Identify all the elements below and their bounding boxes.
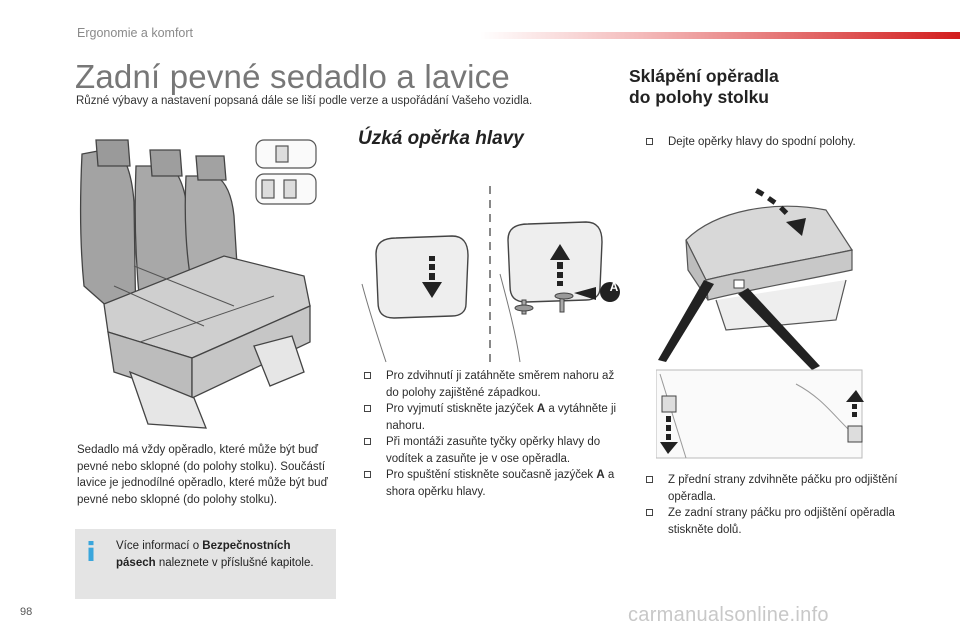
page-title: Zadní pevné sedadlo a lavice (75, 58, 510, 95)
info-icon (86, 540, 96, 562)
list-item (362, 467, 624, 500)
headrest-instructions (362, 368, 624, 500)
fold-heading-line1: Sklápění opěradla (629, 66, 779, 86)
list-item (644, 472, 904, 505)
label-a: A (609, 280, 619, 294)
bullet-text: Pro vyjmutí stiskněte jazýček (386, 403, 537, 415)
list-item (644, 134, 904, 151)
bullet-text: Pro zdvihnutí ji zatáhněte směrem nahoru až do polohy zajištěné západkou. (386, 370, 615, 399)
fold-heading (629, 66, 859, 108)
info-text-bold: Bezpečnostních pásech (116, 540, 291, 569)
bullet-bold: A (596, 469, 605, 481)
fold-backrest-illustration (656, 170, 876, 460)
rear-bench-illustration (74, 136, 344, 430)
headrest-illustration (360, 184, 626, 364)
info-text-prefix: Více informací o (116, 540, 203, 552)
list-item (362, 434, 624, 467)
watermark: carmanualsonline.info (628, 604, 829, 626)
bullet-text: Pro spuštění stiskněte současně jazýček (386, 469, 597, 481)
headrest-heading: Úzká opěrka hlavy (358, 128, 524, 149)
bullet-bold: A (536, 403, 546, 415)
list-item (362, 401, 624, 434)
bullet-text: Ze zadní strany páčku pro odjištění opěradla stiskněte dolů. (668, 507, 895, 536)
bullet-text: Z přední strany zdvihněte páčku pro odjištění opěradla. (668, 474, 898, 503)
info-text (116, 538, 328, 572)
page-number: 98 (20, 606, 33, 618)
fold-step-1 (644, 134, 904, 151)
info-text-suffix: naleznete v příslušné kapitole. (155, 557, 314, 569)
list-item (644, 505, 904, 538)
bullet-text: Dejte opěrky hlavy do spodní polohy. (668, 136, 856, 148)
intro-text: Různé výbavy a nastavení popsaná dále se liší podle verze a uspořádání Vašeho vozidla. (76, 95, 533, 107)
fold-heading-line2: do polohy stolku (629, 87, 769, 107)
bullet-text: Při montáži zasuňte tyčky opěrky hlavy do vodítek a zasuňte je v ose opěradla. (386, 436, 601, 465)
header-accent-bar (480, 32, 960, 39)
section-title: Ergonomie a komfort (77, 26, 194, 40)
bullet-text: a shora opěrku hlavy. (386, 469, 615, 498)
list-item (362, 368, 624, 401)
bullet-text: a vytáhněte ji nahoru. (386, 403, 617, 432)
fold-steps (644, 472, 904, 538)
left-description: Sedadlo má vždy opěradlo, které může být buď pevné nebo sklopné (do polohy stolku). Součástí lavice je jednodílné opěradlo, které může být buď pevné nebo sklopné (do polohy stolku). (77, 444, 328, 506)
